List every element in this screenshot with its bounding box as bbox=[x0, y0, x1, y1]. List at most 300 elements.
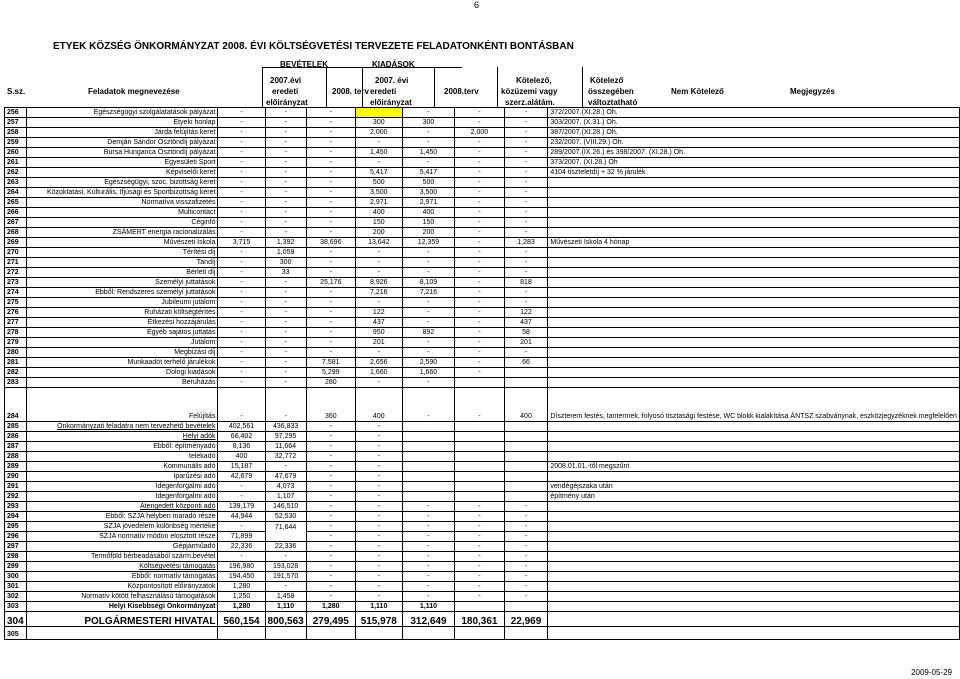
value-cell: - bbox=[455, 268, 504, 278]
task-name: Bérleti díj bbox=[26, 268, 218, 278]
value-cell: 400 bbox=[218, 452, 265, 462]
value-cell bbox=[355, 108, 402, 118]
value-cell: - bbox=[265, 188, 306, 198]
row-number: 288 bbox=[5, 452, 27, 462]
value-cell: 22,336 bbox=[265, 542, 306, 552]
header-2007-bev-3: előirányzat bbox=[266, 98, 308, 107]
table-row bbox=[5, 582, 960, 592]
value-cell: 1,110 bbox=[265, 602, 306, 612]
value-cell bbox=[455, 472, 504, 482]
value-cell: 7,216 bbox=[402, 288, 455, 298]
value-cell: - bbox=[504, 522, 548, 532]
value-cell: - bbox=[306, 158, 355, 168]
value-cell: 400 bbox=[355, 388, 402, 422]
table-row bbox=[5, 278, 960, 288]
task-name: Önkormányzati feladatra nem tervezhető bevételek bbox=[26, 422, 218, 432]
task-name: Tandíj bbox=[26, 258, 218, 268]
value-cell: - bbox=[455, 522, 504, 532]
value-cell: 12,359 bbox=[402, 238, 455, 248]
value-cell bbox=[402, 432, 455, 442]
header-kotelezo2-3: változtatható bbox=[588, 98, 638, 107]
value-cell: - bbox=[355, 258, 402, 268]
remark bbox=[548, 522, 960, 532]
value-cell: - bbox=[504, 562, 548, 572]
table-row bbox=[5, 288, 960, 298]
value-cell: 437 bbox=[355, 318, 402, 328]
remark bbox=[548, 472, 960, 482]
value-cell: - bbox=[218, 218, 265, 228]
value-cell: - bbox=[265, 178, 306, 188]
value-cell: 3,500 bbox=[355, 188, 402, 198]
value-cell bbox=[504, 422, 548, 432]
value-cell: - bbox=[455, 582, 504, 592]
remark bbox=[548, 502, 960, 512]
value-cell: - bbox=[504, 512, 548, 522]
task-name: Közoktatási, Kulturális, Ifjúsági és Sportbizottság keret bbox=[26, 188, 218, 198]
value-cell: - bbox=[265, 118, 306, 128]
header-2007-bev-1: 2007.évi bbox=[270, 76, 302, 85]
value-cell: 150 bbox=[355, 218, 402, 228]
remark bbox=[548, 208, 960, 218]
value-cell: - bbox=[306, 348, 355, 358]
header-2007-kiad-1: 2007. évi bbox=[375, 76, 409, 85]
value-cell: 1,059 bbox=[265, 248, 306, 258]
remark bbox=[548, 318, 960, 328]
value-cell: 437 bbox=[504, 318, 548, 328]
task-name: Központosított előirányzatok bbox=[26, 582, 218, 592]
table-row bbox=[5, 542, 960, 552]
remark bbox=[548, 268, 960, 278]
value-cell: 818 bbox=[504, 278, 548, 288]
task-name: Dologi kiadások bbox=[26, 368, 218, 378]
value-cell: - bbox=[455, 138, 504, 148]
value-cell: - bbox=[402, 532, 455, 542]
value-cell: 800,563 bbox=[265, 612, 306, 627]
remark: Művészeti Iskola 4 hónap bbox=[548, 238, 960, 248]
value-cell: - bbox=[355, 472, 402, 482]
value-cell: 22,969 bbox=[504, 612, 548, 627]
task-name: Normatíva visszafizetés bbox=[26, 198, 218, 208]
value-cell bbox=[455, 432, 504, 442]
value-cell: 200 bbox=[355, 228, 402, 238]
remark: 303/2007. (X.31.) Öh. bbox=[548, 118, 960, 128]
value-cell: - bbox=[265, 388, 306, 422]
task-name: Ebből: SZJA helyben maradó része bbox=[26, 512, 218, 522]
table-row bbox=[5, 378, 960, 388]
row-number: 293 bbox=[5, 502, 27, 512]
value-cell: - bbox=[265, 278, 306, 288]
document-title: ETYEK KÖZSÉG ÖNKORMÁNYZAT 2008. ÉVI KÖLTSÉGVETÉSI TERVEZETE FELADATONKÉNTI BONTÁSBAN bbox=[53, 41, 574, 52]
value-cell: 15,187 bbox=[218, 462, 265, 472]
value-cell: 32,772 bbox=[265, 452, 306, 462]
task-name: Jutalom bbox=[26, 338, 218, 348]
value-cell: - bbox=[306, 248, 355, 258]
remark: 2008.01.01.-től megszűnt bbox=[548, 462, 960, 472]
header-kotelezo1-1: Kötelező, bbox=[516, 76, 552, 85]
value-cell: 201 bbox=[504, 338, 548, 348]
table-row bbox=[5, 592, 960, 602]
value-cell: - bbox=[355, 482, 402, 492]
value-cell: - bbox=[218, 358, 265, 368]
value-cell: - bbox=[455, 208, 504, 218]
task-name: Ebből: normatív támogatás bbox=[26, 572, 218, 582]
value-cell: - bbox=[306, 502, 355, 512]
value-cell: - bbox=[504, 572, 548, 582]
remark bbox=[548, 348, 960, 358]
value-cell: - bbox=[306, 462, 355, 472]
row-number: 290 bbox=[5, 472, 27, 482]
value-cell: - bbox=[455, 358, 504, 368]
value-cell: 191,570 bbox=[265, 572, 306, 582]
table-row bbox=[5, 308, 960, 318]
value-cell: - bbox=[306, 512, 355, 522]
value-cell: 42,679 bbox=[218, 472, 265, 482]
value-cell: - bbox=[306, 572, 355, 582]
row-number: 273 bbox=[5, 278, 27, 288]
value-cell: - bbox=[218, 198, 265, 208]
value-cell: - bbox=[306, 338, 355, 348]
value-cell: 892 bbox=[402, 328, 455, 338]
task-name: Egyesületi Sport bbox=[26, 158, 218, 168]
value-cell: - bbox=[218, 482, 265, 492]
table-row bbox=[5, 462, 960, 472]
value-cell: - bbox=[355, 532, 402, 542]
value-cell: - bbox=[265, 128, 306, 138]
row-number: 266 bbox=[5, 208, 27, 218]
value-cell: - bbox=[218, 208, 265, 218]
row-number: 258 bbox=[5, 128, 27, 138]
value-cell: - bbox=[504, 582, 548, 592]
value-cell: - bbox=[402, 108, 455, 118]
value-cell: - bbox=[402, 562, 455, 572]
table-row bbox=[5, 198, 960, 208]
value-cell: - bbox=[218, 228, 265, 238]
value-cell: 22,336 bbox=[218, 542, 265, 552]
value-cell: - bbox=[306, 318, 355, 328]
value-cell: - bbox=[402, 542, 455, 552]
table-row bbox=[5, 338, 960, 348]
value-cell: - bbox=[306, 532, 355, 542]
row-number: 304 bbox=[5, 612, 27, 627]
task-name bbox=[26, 627, 218, 640]
header-ssz: S.sz. bbox=[7, 87, 26, 96]
value-cell: 500 bbox=[402, 178, 455, 188]
value-cell: 1,660 bbox=[402, 368, 455, 378]
value-cell: - bbox=[402, 552, 455, 562]
value-cell: - bbox=[504, 118, 548, 128]
value-cell bbox=[265, 627, 306, 640]
value-cell: - bbox=[218, 348, 265, 358]
table-row bbox=[5, 228, 960, 238]
value-cell: 5,417 bbox=[402, 168, 455, 178]
value-cell: - bbox=[218, 108, 265, 118]
value-cell: - bbox=[504, 188, 548, 198]
value-cell bbox=[455, 462, 504, 472]
remark bbox=[548, 552, 960, 562]
value-cell bbox=[455, 627, 504, 640]
table-row bbox=[5, 148, 960, 158]
value-cell bbox=[402, 452, 455, 462]
value-cell: - bbox=[218, 522, 265, 532]
value-cell: - bbox=[306, 168, 355, 178]
table-row bbox=[5, 432, 960, 442]
value-cell: - bbox=[218, 318, 265, 328]
remark: 289/2007.(IX.26.) és 398/2007. (XI.28.) Öh. bbox=[548, 148, 960, 158]
value-cell: - bbox=[265, 582, 306, 592]
value-cell bbox=[455, 492, 504, 502]
value-cell: - bbox=[504, 248, 548, 258]
table-row bbox=[5, 258, 960, 268]
remark: vendégéjszaka után bbox=[548, 482, 960, 492]
value-cell bbox=[402, 442, 455, 452]
value-cell: - bbox=[504, 532, 548, 542]
value-cell: - bbox=[218, 118, 265, 128]
table-row bbox=[5, 482, 960, 492]
value-cell: - bbox=[306, 482, 355, 492]
row-number: 294 bbox=[5, 512, 27, 522]
value-cell bbox=[355, 627, 402, 640]
value-cell: 402,561 bbox=[218, 422, 265, 432]
task-name: Idegenforgalmi adó bbox=[26, 482, 218, 492]
value-cell bbox=[218, 627, 265, 640]
value-cell: - bbox=[306, 288, 355, 298]
value-cell: 97,295 bbox=[265, 432, 306, 442]
row-number: 257 bbox=[5, 118, 27, 128]
value-cell: 300 bbox=[355, 118, 402, 128]
task-name: SZJA jövedelem különbség mértéke bbox=[26, 522, 218, 532]
value-cell: - bbox=[218, 248, 265, 258]
value-cell: - bbox=[504, 108, 548, 118]
value-cell: 1,250 bbox=[218, 592, 265, 602]
task-name: Kommunális adó bbox=[26, 462, 218, 472]
value-cell: - bbox=[306, 208, 355, 218]
remark bbox=[548, 422, 960, 432]
value-cell: - bbox=[402, 158, 455, 168]
task-name: Normatív kötött felhasználású támogatások bbox=[26, 592, 218, 602]
group-bevetelek: BEVÉTELEK bbox=[280, 60, 329, 69]
value-cell: - bbox=[455, 248, 504, 258]
value-cell: - bbox=[218, 128, 265, 138]
row-number: 284 bbox=[5, 388, 27, 422]
value-cell: 193,028 bbox=[265, 562, 306, 572]
task-name: Személyi juttatások bbox=[26, 278, 218, 288]
value-cell: 8,926 bbox=[355, 278, 402, 288]
table-row bbox=[5, 358, 960, 368]
value-cell: - bbox=[455, 118, 504, 128]
value-cell: 122 bbox=[504, 308, 548, 318]
task-name: SZJA normatív módon elosztott része bbox=[26, 532, 218, 542]
value-cell bbox=[504, 368, 548, 378]
value-cell: - bbox=[306, 552, 355, 562]
value-cell: - bbox=[455, 308, 504, 318]
table-row bbox=[5, 298, 960, 308]
value-cell: - bbox=[355, 248, 402, 258]
value-cell: 2,590 bbox=[402, 358, 455, 368]
task-name: Átengedett központi adó bbox=[26, 502, 218, 512]
value-cell: - bbox=[306, 108, 355, 118]
value-cell: 201 bbox=[355, 338, 402, 348]
row-number: 267 bbox=[5, 218, 27, 228]
table-row bbox=[5, 512, 960, 522]
value-cell: - bbox=[218, 378, 265, 388]
table-row bbox=[5, 128, 960, 138]
value-cell: - bbox=[455, 218, 504, 228]
value-cell: - bbox=[455, 542, 504, 552]
value-cell: - bbox=[455, 532, 504, 542]
task-name: telekadó bbox=[26, 452, 218, 462]
header-2008-bev: 2008. terv bbox=[332, 87, 369, 96]
value-cell: - bbox=[402, 592, 455, 602]
value-cell: - bbox=[306, 178, 355, 188]
value-cell: - bbox=[218, 178, 265, 188]
value-cell: - bbox=[455, 148, 504, 158]
value-cell bbox=[504, 462, 548, 472]
header-2007-kiad-2: eredeti bbox=[370, 87, 397, 96]
value-cell: - bbox=[402, 512, 455, 522]
header-2007-kiad-3: előirányzat bbox=[370, 98, 412, 107]
table-row bbox=[5, 188, 960, 198]
value-cell bbox=[402, 482, 455, 492]
value-cell: 47,679 bbox=[265, 472, 306, 482]
row-number: 274 bbox=[5, 288, 27, 298]
value-cell: - bbox=[504, 128, 548, 138]
value-cell: 300 bbox=[265, 258, 306, 268]
value-cell: - bbox=[402, 258, 455, 268]
remark bbox=[548, 298, 960, 308]
value-cell: 122 bbox=[355, 308, 402, 318]
table-row bbox=[5, 612, 960, 627]
value-cell: - bbox=[504, 348, 548, 358]
row-number: 265 bbox=[5, 198, 27, 208]
value-cell: 66,402 bbox=[218, 432, 265, 442]
value-cell: - bbox=[265, 358, 306, 368]
value-cell: 200 bbox=[402, 228, 455, 238]
remark bbox=[548, 228, 960, 238]
value-cell: - bbox=[455, 198, 504, 208]
row-number: 280 bbox=[5, 348, 27, 358]
task-name: Étkezési hozzájárulás bbox=[26, 318, 218, 328]
value-cell: - bbox=[504, 542, 548, 552]
value-cell: 5,417 bbox=[355, 168, 402, 178]
table-row bbox=[5, 492, 960, 502]
task-name: Ruházati költségtérítés bbox=[26, 308, 218, 318]
value-cell bbox=[402, 627, 455, 640]
value-cell: 360 bbox=[306, 388, 355, 422]
value-cell: 950 bbox=[355, 328, 402, 338]
table-row bbox=[5, 328, 960, 338]
task-name: Költségvetési támogatás bbox=[26, 562, 218, 572]
value-cell: - bbox=[355, 138, 402, 148]
value-cell: - bbox=[504, 218, 548, 228]
table-row bbox=[5, 388, 960, 422]
row-number: 259 bbox=[5, 138, 27, 148]
value-cell: 8,109 bbox=[402, 278, 455, 288]
remark bbox=[548, 178, 960, 188]
value-cell: 4,073 bbox=[265, 482, 306, 492]
value-cell: - bbox=[455, 228, 504, 238]
row-number: 303 bbox=[5, 602, 27, 612]
table-row bbox=[5, 158, 960, 168]
value-cell: 1,450 bbox=[355, 148, 402, 158]
task-name: Felújítás bbox=[26, 388, 218, 422]
value-cell: 38,696 bbox=[306, 238, 355, 248]
remark: 373/2007. (XI.28.) Öh bbox=[548, 158, 960, 168]
task-name: Egyéb sajátos juttatás bbox=[26, 328, 218, 338]
task-name: Térítési díj bbox=[26, 248, 218, 258]
value-cell: 1,283 bbox=[504, 238, 548, 248]
row-number: 281 bbox=[5, 358, 27, 368]
value-cell: 515,978 bbox=[355, 612, 402, 627]
value-cell: 146,510 bbox=[265, 502, 306, 512]
task-name: Demján Sándor Ösztöndíj pályázat bbox=[26, 138, 218, 148]
row-number: 283 bbox=[5, 378, 27, 388]
value-cell bbox=[504, 472, 548, 482]
value-cell: - bbox=[218, 298, 265, 308]
value-cell: - bbox=[265, 318, 306, 328]
value-cell bbox=[402, 492, 455, 502]
remark: 232/2007. (VIII.29.) Öh. bbox=[548, 138, 960, 148]
remark bbox=[548, 512, 960, 522]
value-cell: - bbox=[402, 128, 455, 138]
header-nemkotelezo: Nem Kötelező bbox=[671, 87, 724, 96]
value-cell: 52,530 bbox=[265, 512, 306, 522]
task-name: ZSÁMERT energia racionalizálás bbox=[26, 228, 218, 238]
remark bbox=[548, 562, 960, 572]
remark bbox=[548, 532, 960, 542]
row-number: 271 bbox=[5, 258, 27, 268]
value-cell: - bbox=[355, 432, 402, 442]
table-row bbox=[5, 522, 960, 532]
task-name: Megbízási díj bbox=[26, 348, 218, 358]
header-2008-kiad: 2008.terv bbox=[444, 87, 479, 96]
value-cell: - bbox=[265, 348, 306, 358]
remark bbox=[548, 612, 960, 627]
value-cell: - bbox=[265, 298, 306, 308]
value-cell bbox=[504, 627, 548, 640]
table-row bbox=[5, 108, 960, 118]
table-row bbox=[5, 218, 960, 228]
remark bbox=[548, 308, 960, 318]
value-cell: 280 bbox=[306, 378, 355, 388]
value-cell: - bbox=[455, 388, 504, 422]
value-cell: - bbox=[402, 348, 455, 358]
row-number: 260 bbox=[5, 148, 27, 158]
group-kiadasok: KIADÁSOK bbox=[372, 60, 415, 69]
value-cell: 1,107 bbox=[265, 492, 306, 502]
value-cell: - bbox=[218, 288, 265, 298]
value-cell: - bbox=[306, 258, 355, 268]
row-number: 291 bbox=[5, 482, 27, 492]
value-cell: - bbox=[265, 338, 306, 348]
value-cell: 1,110 bbox=[355, 602, 402, 612]
value-cell: - bbox=[218, 278, 265, 288]
row-number: 261 bbox=[5, 158, 27, 168]
value-cell: - bbox=[355, 542, 402, 552]
remark bbox=[548, 592, 960, 602]
row-number: 285 bbox=[5, 422, 27, 432]
value-cell: - bbox=[265, 148, 306, 158]
value-cell: 33 bbox=[265, 268, 306, 278]
value-cell: - bbox=[218, 158, 265, 168]
row-number: 276 bbox=[5, 308, 27, 318]
value-cell: - bbox=[265, 288, 306, 298]
value-cell: - bbox=[306, 442, 355, 452]
table-row bbox=[5, 168, 960, 178]
value-cell: - bbox=[402, 388, 455, 422]
table-row bbox=[5, 178, 960, 188]
value-cell: 279,495 bbox=[306, 612, 355, 627]
table-row bbox=[5, 118, 960, 128]
